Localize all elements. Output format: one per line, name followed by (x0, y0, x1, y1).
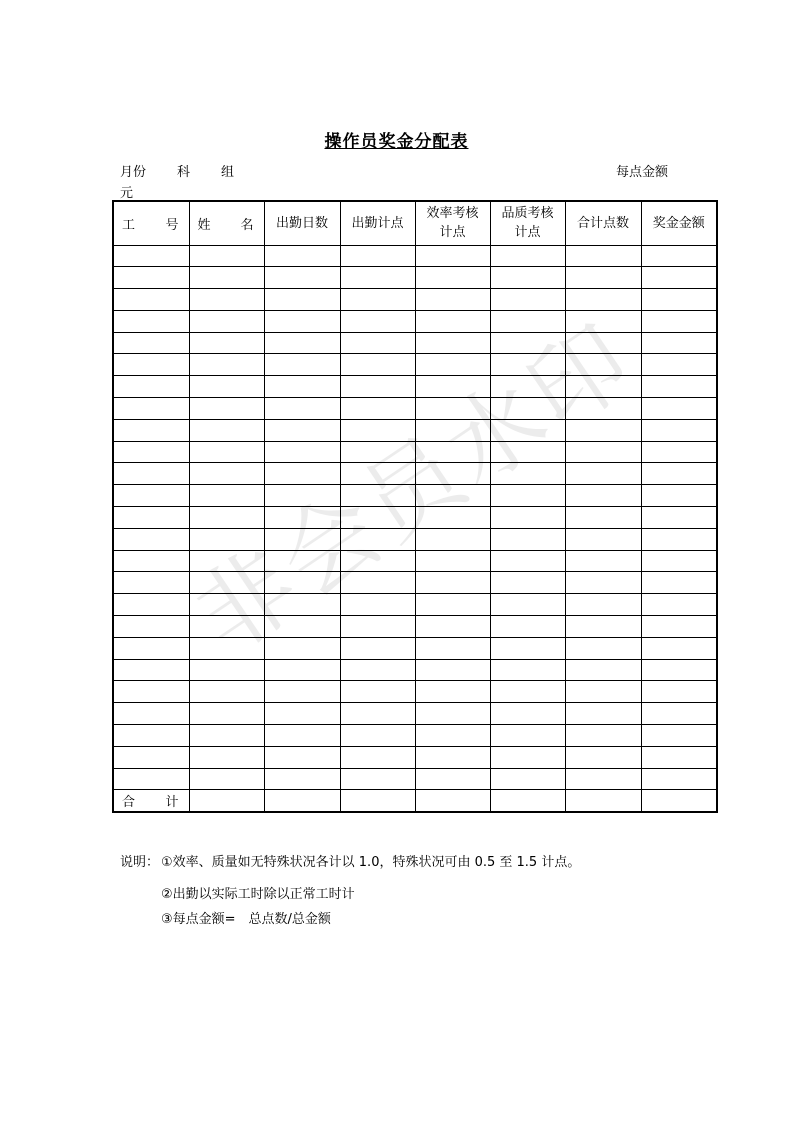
table-cell[interactable] (490, 267, 565, 289)
note-item-2: ②出勤以实际工时除以正常工时计 (161, 887, 355, 902)
table-cell[interactable] (264, 659, 340, 681)
table-cell[interactable] (415, 267, 490, 289)
col-quality-points: 品质考核 计点 (490, 201, 565, 245)
table-cell[interactable] (490, 790, 565, 812)
table-cell[interactable] (264, 746, 340, 768)
table-cell[interactable] (340, 289, 415, 311)
table-cell[interactable] (641, 659, 717, 681)
table-cell[interactable] (641, 463, 717, 485)
table-cell[interactable] (490, 616, 565, 638)
dept-label: 科 (177, 165, 191, 180)
table-cell[interactable] (189, 289, 264, 311)
table-cell[interactable] (415, 768, 490, 790)
table-cell[interactable] (189, 245, 264, 267)
table-cell[interactable] (113, 746, 189, 768)
table-cell[interactable] (415, 572, 490, 594)
table-cell[interactable] (113, 594, 189, 616)
table-cell[interactable] (340, 703, 415, 725)
table-cell[interactable] (189, 768, 264, 790)
table-cell[interactable] (641, 441, 717, 463)
table-row (113, 746, 717, 768)
table-cell[interactable] (113, 354, 189, 376)
point-amount-label: 每点金额 (616, 165, 669, 180)
table-row (113, 245, 717, 267)
table-cell[interactable] (415, 637, 490, 659)
table-cell[interactable] (490, 550, 565, 572)
table-row (113, 768, 717, 790)
col-total-points: 合计点数 (565, 201, 641, 245)
table-cell[interactable] (490, 768, 565, 790)
table-cell[interactable] (641, 485, 717, 507)
table-cell[interactable] (641, 616, 717, 638)
table-cell[interactable] (415, 616, 490, 638)
table-cell[interactable] (340, 616, 415, 638)
table-cell[interactable] (641, 746, 717, 768)
unit-label: 元 (120, 186, 134, 201)
table-cell[interactable] (340, 659, 415, 681)
table-cell[interactable] (113, 419, 189, 441)
table-row (113, 332, 717, 354)
table-row (113, 267, 717, 289)
col-employee-id: 工 号 (113, 201, 189, 245)
table-cell[interactable] (264, 725, 340, 747)
table-cell[interactable] (189, 681, 264, 703)
table-cell[interactable] (565, 637, 641, 659)
col-name: 姓 名 (189, 201, 264, 245)
table-cell[interactable] (641, 572, 717, 594)
table-cell[interactable] (641, 354, 717, 376)
table-cell[interactable] (415, 746, 490, 768)
table-cell[interactable] (189, 441, 264, 463)
table-cell[interactable] (415, 332, 490, 354)
table-row (113, 659, 717, 681)
table-cell[interactable] (189, 354, 264, 376)
table-cell[interactable] (113, 659, 189, 681)
table-cell[interactable] (340, 332, 415, 354)
table-row (113, 681, 717, 703)
table-cell[interactable] (565, 681, 641, 703)
table-cell[interactable] (340, 354, 415, 376)
table-cell[interactable] (641, 289, 717, 311)
table-cell[interactable] (490, 594, 565, 616)
table-cell[interactable] (189, 398, 264, 420)
table-cell[interactable] (113, 507, 189, 529)
table-cell[interactable] (264, 267, 340, 289)
table-cell[interactable] (340, 746, 415, 768)
table-cell[interactable] (340, 725, 415, 747)
table-cell[interactable] (490, 637, 565, 659)
table-cell[interactable] (264, 419, 340, 441)
table-cell[interactable] (415, 245, 490, 267)
table-cell[interactable] (565, 616, 641, 638)
table-header-row (113, 201, 717, 245)
table-cell[interactable] (264, 681, 340, 703)
table-cell[interactable] (113, 376, 189, 398)
table-cell[interactable] (113, 289, 189, 311)
table-cell[interactable] (565, 725, 641, 747)
watermark: 非会员水印 (176, 301, 654, 675)
table-cell[interactable] (565, 507, 641, 529)
table-cell[interactable] (565, 703, 641, 725)
table-cell[interactable] (565, 746, 641, 768)
table-cell[interactable] (415, 310, 490, 332)
table-cell[interactable] (113, 310, 189, 332)
table-cell[interactable] (565, 790, 641, 812)
table-cell[interactable] (641, 528, 717, 550)
table-cell[interactable] (113, 267, 189, 289)
table-cell[interactable] (490, 725, 565, 747)
table-cell[interactable] (264, 768, 340, 790)
table-cell[interactable] (641, 507, 717, 529)
page-title: 操作员奖金分配表 (324, 132, 469, 152)
notes-lead: 说明： (120, 855, 160, 870)
table-cell[interactable] (641, 725, 717, 747)
table-cell[interactable] (641, 310, 717, 332)
table-cell[interactable] (189, 746, 264, 768)
table-cell[interactable] (565, 594, 641, 616)
table-cell[interactable] (264, 376, 340, 398)
table-cell[interactable] (340, 768, 415, 790)
table-cell[interactable] (113, 725, 189, 747)
table-cell[interactable] (189, 267, 264, 289)
table-cell[interactable] (415, 659, 490, 681)
table-cell[interactable] (415, 725, 490, 747)
table-cell[interactable] (641, 267, 717, 289)
table-cell[interactable] (565, 463, 641, 485)
table-cell[interactable] (565, 572, 641, 594)
table-cell[interactable] (189, 703, 264, 725)
table-cell[interactable] (264, 398, 340, 420)
table-row (113, 289, 717, 311)
col-attendance-days: 出勤日数 (264, 201, 340, 245)
table-cell[interactable] (565, 485, 641, 507)
table-cell[interactable] (415, 594, 490, 616)
col-efficiency-points: 效率考核 计点 (415, 201, 490, 245)
month-label: 月份 (120, 165, 147, 180)
table-cell[interactable] (189, 310, 264, 332)
table-cell[interactable] (490, 659, 565, 681)
total-label: 合 计 (113, 790, 189, 812)
table-cell[interactable] (189, 463, 264, 485)
table-cell[interactable] (189, 332, 264, 354)
table-cell[interactable] (264, 790, 340, 812)
table-cell[interactable] (641, 245, 717, 267)
table-cell[interactable] (113, 485, 189, 507)
table-cell[interactable] (565, 267, 641, 289)
table-cell[interactable] (415, 703, 490, 725)
table-cell[interactable] (113, 463, 189, 485)
table-cell[interactable] (490, 681, 565, 703)
table-cell[interactable] (340, 310, 415, 332)
table-cell[interactable] (113, 441, 189, 463)
table-cell[interactable] (340, 267, 415, 289)
table-row (113, 310, 717, 332)
table-cell[interactable] (641, 768, 717, 790)
table-cell[interactable] (264, 354, 340, 376)
table-cell[interactable] (565, 659, 641, 681)
table-cell[interactable] (264, 289, 340, 311)
table-row (113, 637, 717, 659)
table-cell[interactable] (113, 703, 189, 725)
table-cell[interactable] (340, 681, 415, 703)
table-cell[interactable] (641, 332, 717, 354)
table-cell[interactable] (340, 790, 415, 812)
col-attendance-points: 出勤计点 (340, 201, 415, 245)
note-item-1: ①效率、质量如无特殊状况各计以 1.0，特殊状况可由 0.5 至 1.5 计点。 (161, 855, 581, 870)
table-cell[interactable] (565, 550, 641, 572)
table-cell[interactable] (641, 790, 717, 812)
col-bonus-amount: 奖金金额 (641, 201, 717, 245)
note-item-3: ③每点金额= 总点数/总金额 (161, 912, 331, 927)
table-cell[interactable] (415, 289, 490, 311)
table-cell[interactable] (565, 245, 641, 267)
table-cell[interactable] (641, 419, 717, 441)
table-cell[interactable] (113, 245, 189, 267)
table-cell[interactable] (189, 485, 264, 507)
table-cell[interactable] (641, 703, 717, 725)
total-row (113, 790, 717, 812)
table-cell[interactable] (264, 245, 340, 267)
table-cell[interactable] (490, 746, 565, 768)
table-cell[interactable] (641, 594, 717, 616)
table-cell[interactable] (264, 332, 340, 354)
table-cell[interactable] (113, 681, 189, 703)
table-cell[interactable] (490, 507, 565, 529)
table-row (113, 725, 717, 747)
table-cell[interactable] (641, 637, 717, 659)
table-cell[interactable] (641, 550, 717, 572)
table-cell[interactable] (565, 528, 641, 550)
table-cell[interactable] (189, 376, 264, 398)
table-cell[interactable] (565, 768, 641, 790)
table-cell[interactable] (340, 376, 415, 398)
table-cell[interactable] (264, 703, 340, 725)
table-cell[interactable] (490, 528, 565, 550)
table-cell[interactable] (340, 245, 415, 267)
table-cell[interactable] (641, 681, 717, 703)
table-cell[interactable] (490, 245, 565, 267)
table-cell[interactable] (415, 790, 490, 812)
table-cell[interactable] (113, 332, 189, 354)
table-cell[interactable] (490, 703, 565, 725)
table-cell[interactable] (113, 768, 189, 790)
table-cell[interactable] (113, 528, 189, 550)
table-cell[interactable] (340, 637, 415, 659)
table-cell[interactable] (113, 616, 189, 638)
table-cell[interactable] (189, 419, 264, 441)
table-cell[interactable] (490, 572, 565, 594)
table-cell[interactable] (189, 790, 264, 812)
table-cell[interactable] (415, 681, 490, 703)
table-row (113, 703, 717, 725)
table-cell[interactable] (189, 725, 264, 747)
table-cell[interactable] (113, 398, 189, 420)
group-label: 组 (221, 165, 235, 180)
table-cell[interactable] (264, 310, 340, 332)
table-cell[interactable] (113, 637, 189, 659)
